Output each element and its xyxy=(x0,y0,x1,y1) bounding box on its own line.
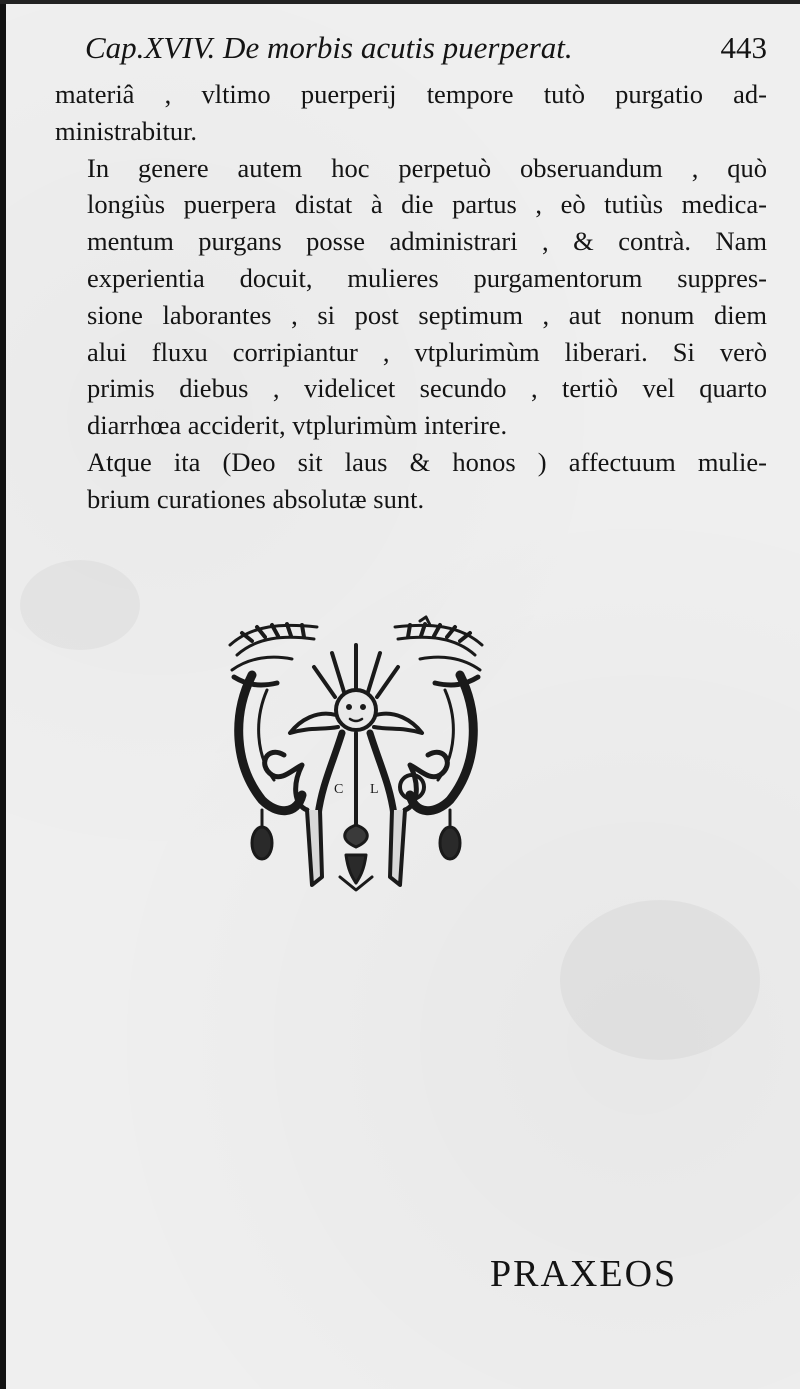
left-tassel xyxy=(252,810,272,859)
left-bow xyxy=(265,752,307,810)
page-number: 443 xyxy=(720,30,767,65)
paper-stain xyxy=(20,560,140,650)
text-line: longiùs puerpera distat à die partus , eò tutiùs medica- xyxy=(87,189,767,220)
ornament-initials-left: C xyxy=(334,782,344,797)
page-top-edge xyxy=(0,0,800,4)
running-header xyxy=(85,30,775,82)
paper-stain xyxy=(560,900,760,1060)
woodcut-cherub-cornucopia-ornament-icon xyxy=(222,615,490,905)
right-bow xyxy=(405,752,447,810)
paragraph xyxy=(55,76,767,150)
catchword: PRAXEOS xyxy=(490,1253,678,1295)
paragraph xyxy=(55,444,767,518)
body-text xyxy=(55,76,767,518)
text-line: Atque ita (Deo sit laus & honos ) affectuum mulie- xyxy=(87,446,767,477)
text-line: primis diebus , videlicet secundo , tertiò vel quarto xyxy=(87,373,767,404)
text-line: brium curationes absolutæ sunt. xyxy=(87,483,425,514)
text-line: experientia docuit, mulieres purgamentorum suppres- xyxy=(87,262,767,293)
text-line: materiâ , vltimo puerperij tempore tutò purgatio ad- xyxy=(55,79,767,109)
text-line: sione laborantes , si post septimum , aut nonum diem xyxy=(87,299,767,330)
text-line: diarrhœa acciderit, vtplurimùm interire. xyxy=(87,410,508,441)
right-foliage xyxy=(395,617,482,685)
ornament-initials-right: L xyxy=(370,782,379,797)
running-title: Cap.XVIV. De morbis acutis puerperat. xyxy=(85,30,573,65)
page-edge-shadow xyxy=(0,0,6,1389)
text-line: alui fluxu corripiantur , vtplurimùm liberari. Si verò xyxy=(87,336,767,367)
right-tassel xyxy=(440,810,460,859)
right-horn xyxy=(410,675,473,811)
text-line: mentum purgans posse administrari , & contrà. Nam xyxy=(87,226,767,257)
paragraph xyxy=(55,150,767,444)
left-horn xyxy=(239,675,302,811)
central-pendant xyxy=(340,825,372,890)
text-line: In genere autem hoc perpetuò obseruandum , quò xyxy=(87,152,767,183)
text-line: ministrabitur. xyxy=(55,115,198,146)
left-foliage xyxy=(230,624,317,685)
cherub-head xyxy=(290,645,422,733)
